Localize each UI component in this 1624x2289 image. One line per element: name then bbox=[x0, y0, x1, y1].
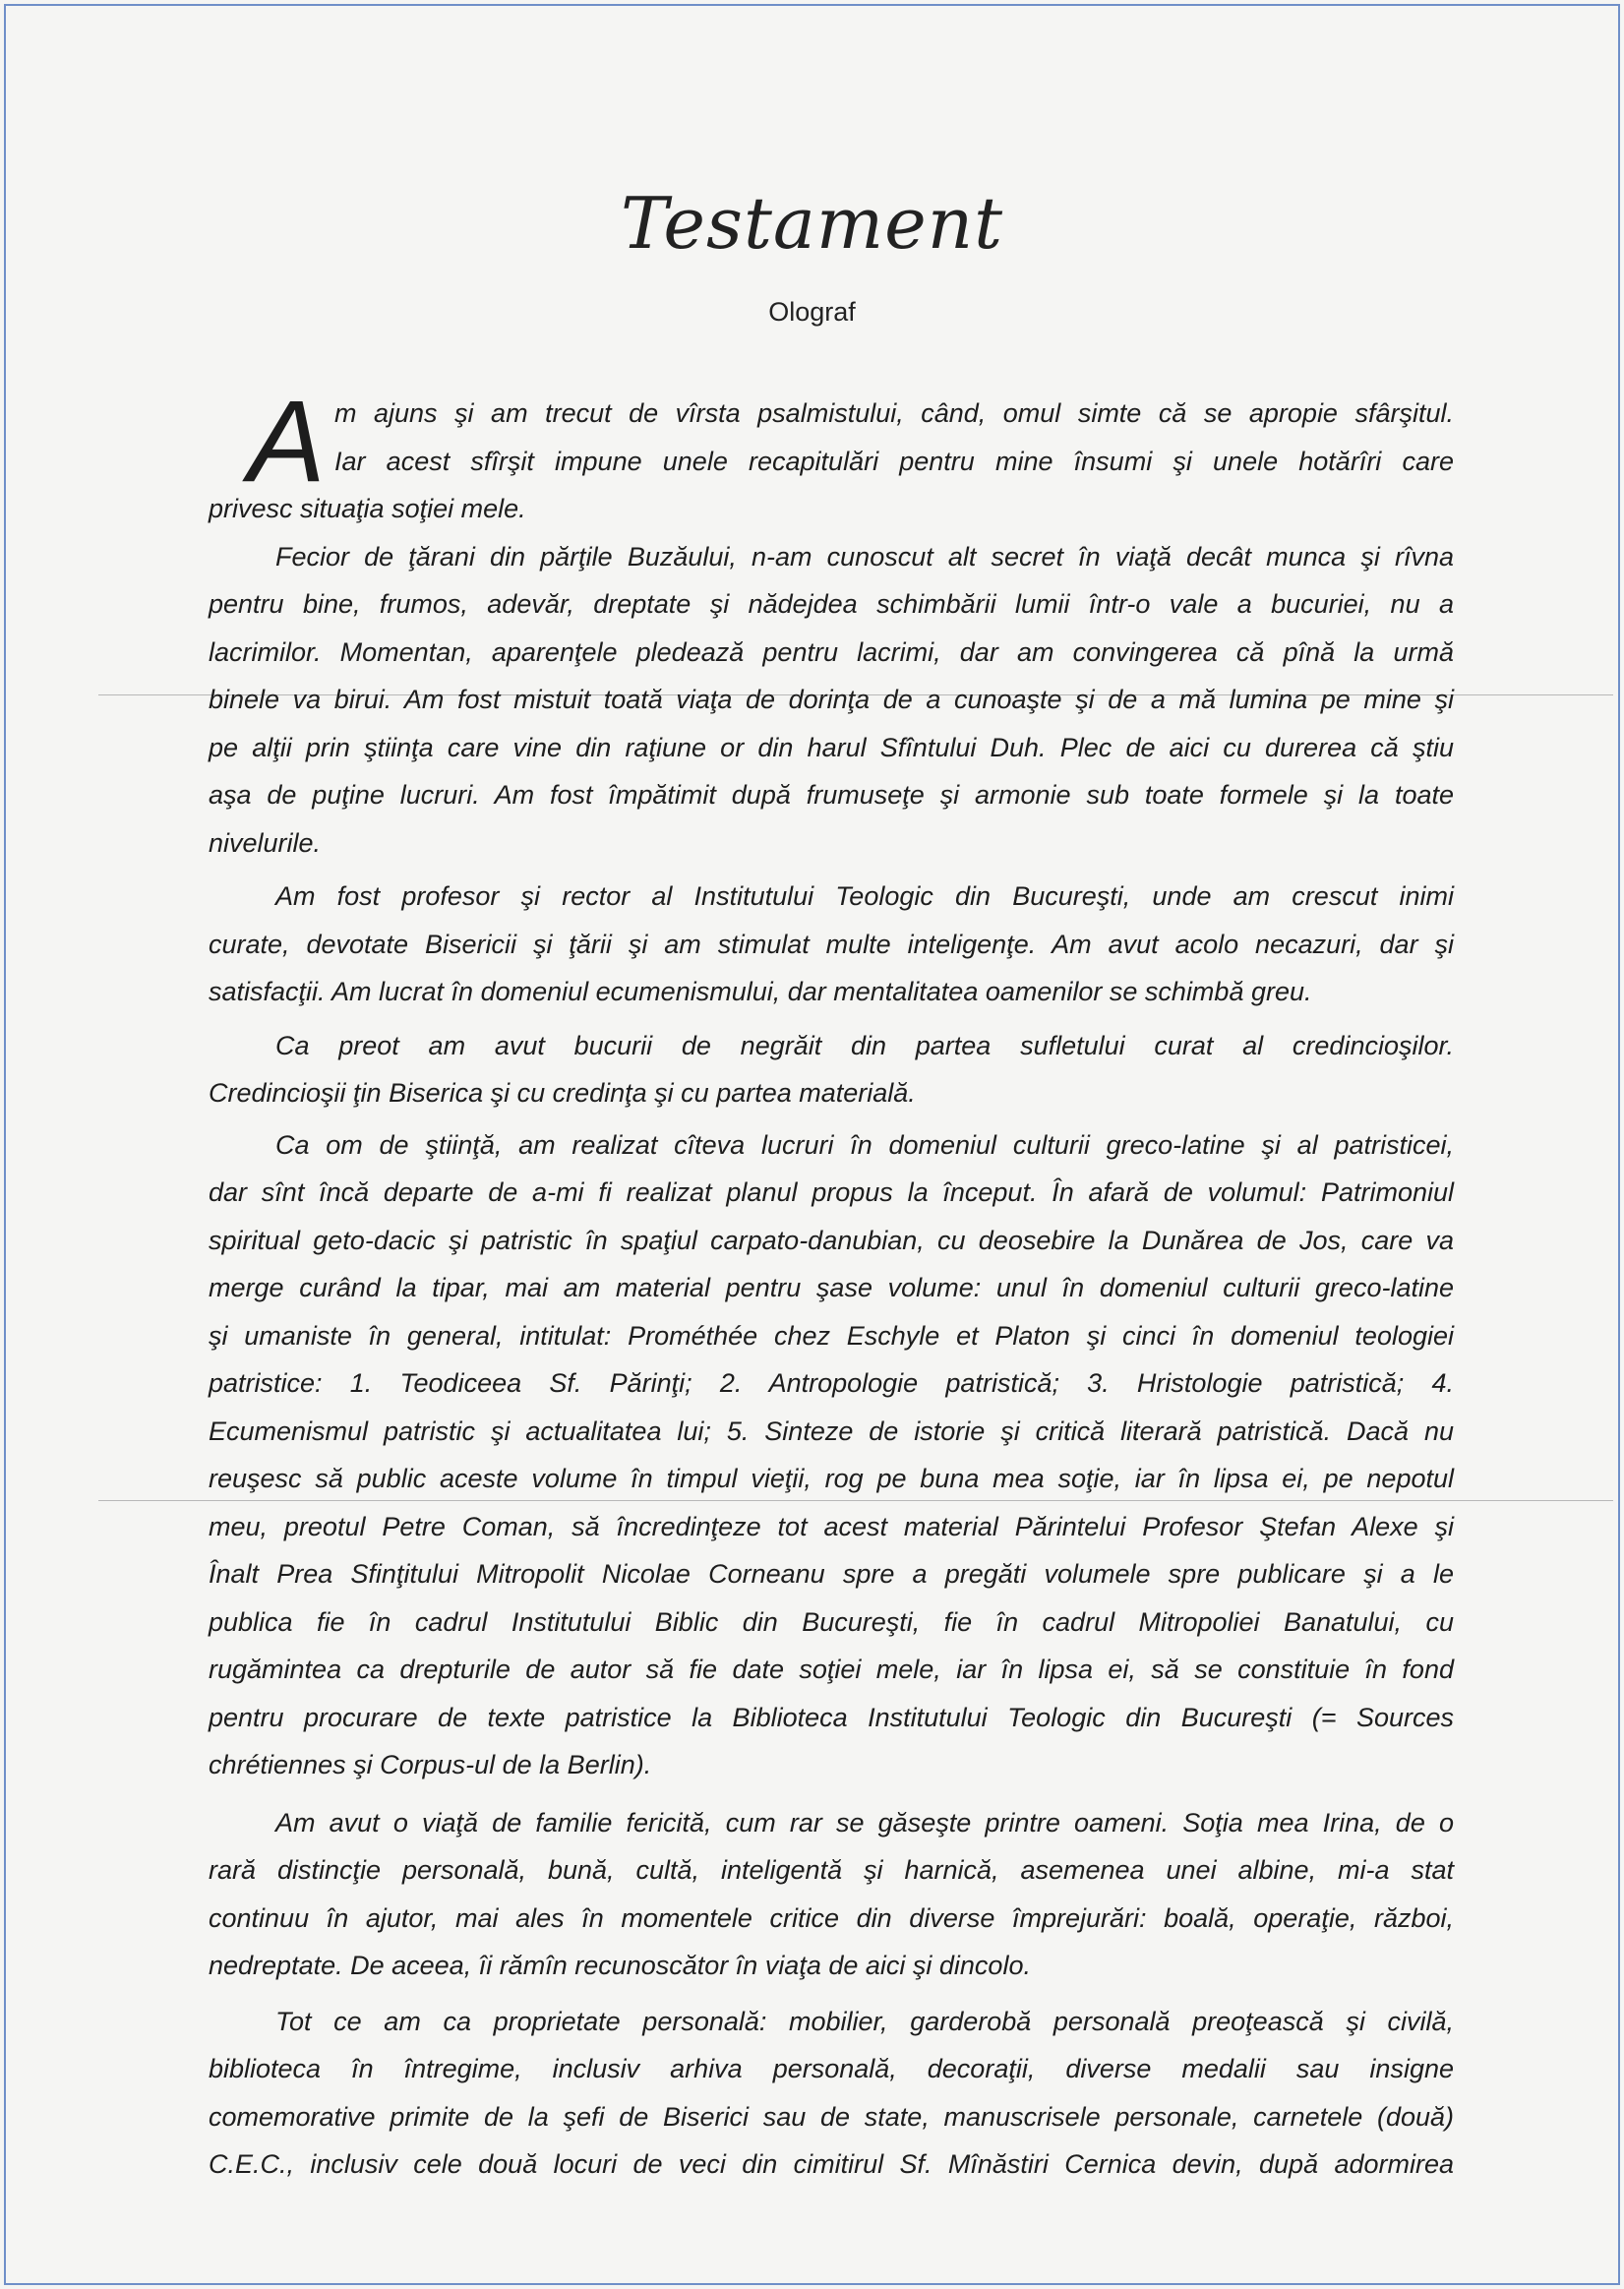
text-line: merge curând la tipar, mai am material pentru şase volume: unul în domeniul culturii greco-latine bbox=[209, 1273, 1454, 1302]
text-line: biblioteca în întregime, inclusiv arhiva personală, decoraţii, diverse medalii sau insigne bbox=[209, 2054, 1454, 2083]
text-line: Ecumenismul patristic şi actualitatea lui; 5. Sinteze de istorie şi critică literară patristică. Dacă nu bbox=[209, 1416, 1454, 1446]
document-body bbox=[209, 377, 1454, 2189]
drop-cap: A bbox=[248, 377, 326, 507]
text-line: rară distincţie personală, bună, cultă, inteligentă şi harnică, asemenea unei albine, mi-a stat bbox=[209, 1855, 1454, 1885]
text-line: privesc situaţia soţiei mele. bbox=[209, 494, 526, 523]
text-line: reuşesc să public aceste volume în timpul vieţii, rog pe buna mea soţie, iar în lipsa ei, pe nepotul bbox=[209, 1464, 1454, 1493]
text-line: continuu în ajutor, mai ales în momentele critice din diverse împrejurări: boală, operaţie, război, bbox=[209, 1902, 1454, 1933]
text-line: Tot ce am ca proprietate personală: mobilier, garderobă personală preoţească şi civilă, bbox=[275, 2006, 1454, 2036]
paragraph bbox=[209, 390, 1454, 533]
text-line: pentru bine, frumos, adevăr, dreptate şi nădejdea schimbării lumii într-o vale a bucuriei, nu a bbox=[209, 589, 1454, 619]
text-line: pentru procurare de texte patristice la Biblioteca Institutului Teologic din Bucureşti (= Sources bbox=[209, 1702, 1454, 1732]
text-line: Iar acest sfîrşit impune unele recapitulări pentru mine însumi şi unele hotărîri care bbox=[334, 446, 1454, 476]
text-line: pe alţii prin ştiinţa care vine din raţiune or din harul Sfîntului Duh. Plec de aici cu durerea că ştiu bbox=[209, 732, 1454, 762]
text-line: meu, preotul Petre Coman, să încredinţeze tot acest material Părintelui Profesor Ştefan Alexe şi bbox=[209, 1511, 1454, 1541]
text-line: nivelurile. bbox=[209, 827, 322, 858]
text-line: Am avut o viaţă de familie fericită, cum rar se găseşte printre oameni. Soţia mea Irina, de o bbox=[275, 1807, 1454, 1837]
text-line: Ca om de ştiinţă, am realizat cîteva lucruri în domeniul culturii greco-latine şi al patristicei, bbox=[275, 1129, 1454, 1160]
text-line: Fecior de ţărani din părţile Buzăului, n-am cunoscut alt secret în viaţă decât munca şi rîvna bbox=[275, 541, 1454, 572]
paragraph bbox=[209, 1998, 1454, 2189]
text-line: aşa de puţine lucruri. Am fost împătimit după frumuseţe şi armonie sub toate formele şi la toate bbox=[209, 780, 1454, 810]
text-line: C.E.C., inclusiv cele două locuri de veci din cimitirul Sf. Mînăstiri Cernica devin, după adormirea bbox=[209, 2149, 1454, 2179]
text-line: chrétiennes şi Corpus-ul de la Berlin). bbox=[209, 1750, 652, 1779]
text-line: lacrimilor. Momentan, aparenţele pledează pentru lacrimi, dar am convingerea că pînă la urmă bbox=[209, 636, 1454, 667]
paragraph bbox=[209, 1121, 1454, 1789]
text-line: patristice: 1. Teodiceea Sf. Părinţi; 2. Antropologie patristică; 3. Hristologie patristică; 4. bbox=[209, 1368, 1454, 1398]
paragraph bbox=[209, 1022, 1454, 1117]
text-line: binele va birui. Am fost mistuit toată viaţa de dorinţa de a cunoaşte şi de a mă lumina pe mine şi bbox=[209, 685, 1454, 714]
text-line: spiritual geto-dacic şi patristic în spaţiul carpato-danubian, cu deosebire la Dunărea de Jos, care va bbox=[209, 1225, 1454, 1255]
text-line: Credincioşii ţin Biserica şi cu credinţa şi cu partea materială. bbox=[209, 1078, 916, 1108]
text-line: şi umaniste în general, intitulat: Prométhée chez Eschyle et Platon şi cinci în domeniul teologiei bbox=[209, 1320, 1454, 1351]
paragraph bbox=[209, 873, 1454, 1016]
document-subtitle: Olograf bbox=[768, 297, 856, 327]
text-line: publica fie în cadrul Institutului Biblic din Bucureşti, fie în cadrul Mitropoliei Banatului, cu bbox=[209, 1606, 1454, 1637]
paragraph bbox=[209, 533, 1454, 868]
paragraph bbox=[209, 1799, 1454, 1990]
text-line: m ajuns şi am trecut de vîrsta psalmistului, când, omul simte că se apropie sfârşitul. bbox=[334, 398, 1454, 428]
text-line: rugămintea ca drepturile de autor să fie date soţiei mele, iar în lipsa ei, să se constituie în fond bbox=[209, 1655, 1454, 1684]
text-line: dar sînt încă departe de a-mi fi realizat planul propus la început. În afară de volumul: Patrimoniul bbox=[209, 1177, 1454, 1207]
text-line: Înalt Prea Sfinţitului Mitropolit Nicolae Corneanu spre a pregăti volumele spre publicare şi a le bbox=[209, 1559, 1454, 1589]
text-line: curate, devotate Bisericii şi ţării şi am stimulat multe inteligenţe. Am avut acolo necazuri, dar şi bbox=[209, 929, 1454, 959]
text-line: Am fost profesor şi rector al Institutului Teologic din Bucureşti, unde am crescut inimi bbox=[275, 881, 1454, 911]
text-line: Ca preot am avut bucurii de negrăit din partea sufletului curat al credincioşilor. bbox=[275, 1030, 1454, 1060]
text-line: nedreptate. De aceea, îi rămîn recunoscător în viaţa de aici şi dincolo. bbox=[209, 1951, 1031, 1980]
document-title: Testament bbox=[620, 182, 1004, 265]
text-line: satisfacţii. Am lucrat în domeniul ecumenismului, dar mentalitatea oamenilor se schimbă greu. bbox=[209, 977, 1312, 1006]
text-line: comemorative primite de la şefi de Biserici sau de state, manuscrisele personale, carnetele (două) bbox=[209, 2101, 1454, 2132]
